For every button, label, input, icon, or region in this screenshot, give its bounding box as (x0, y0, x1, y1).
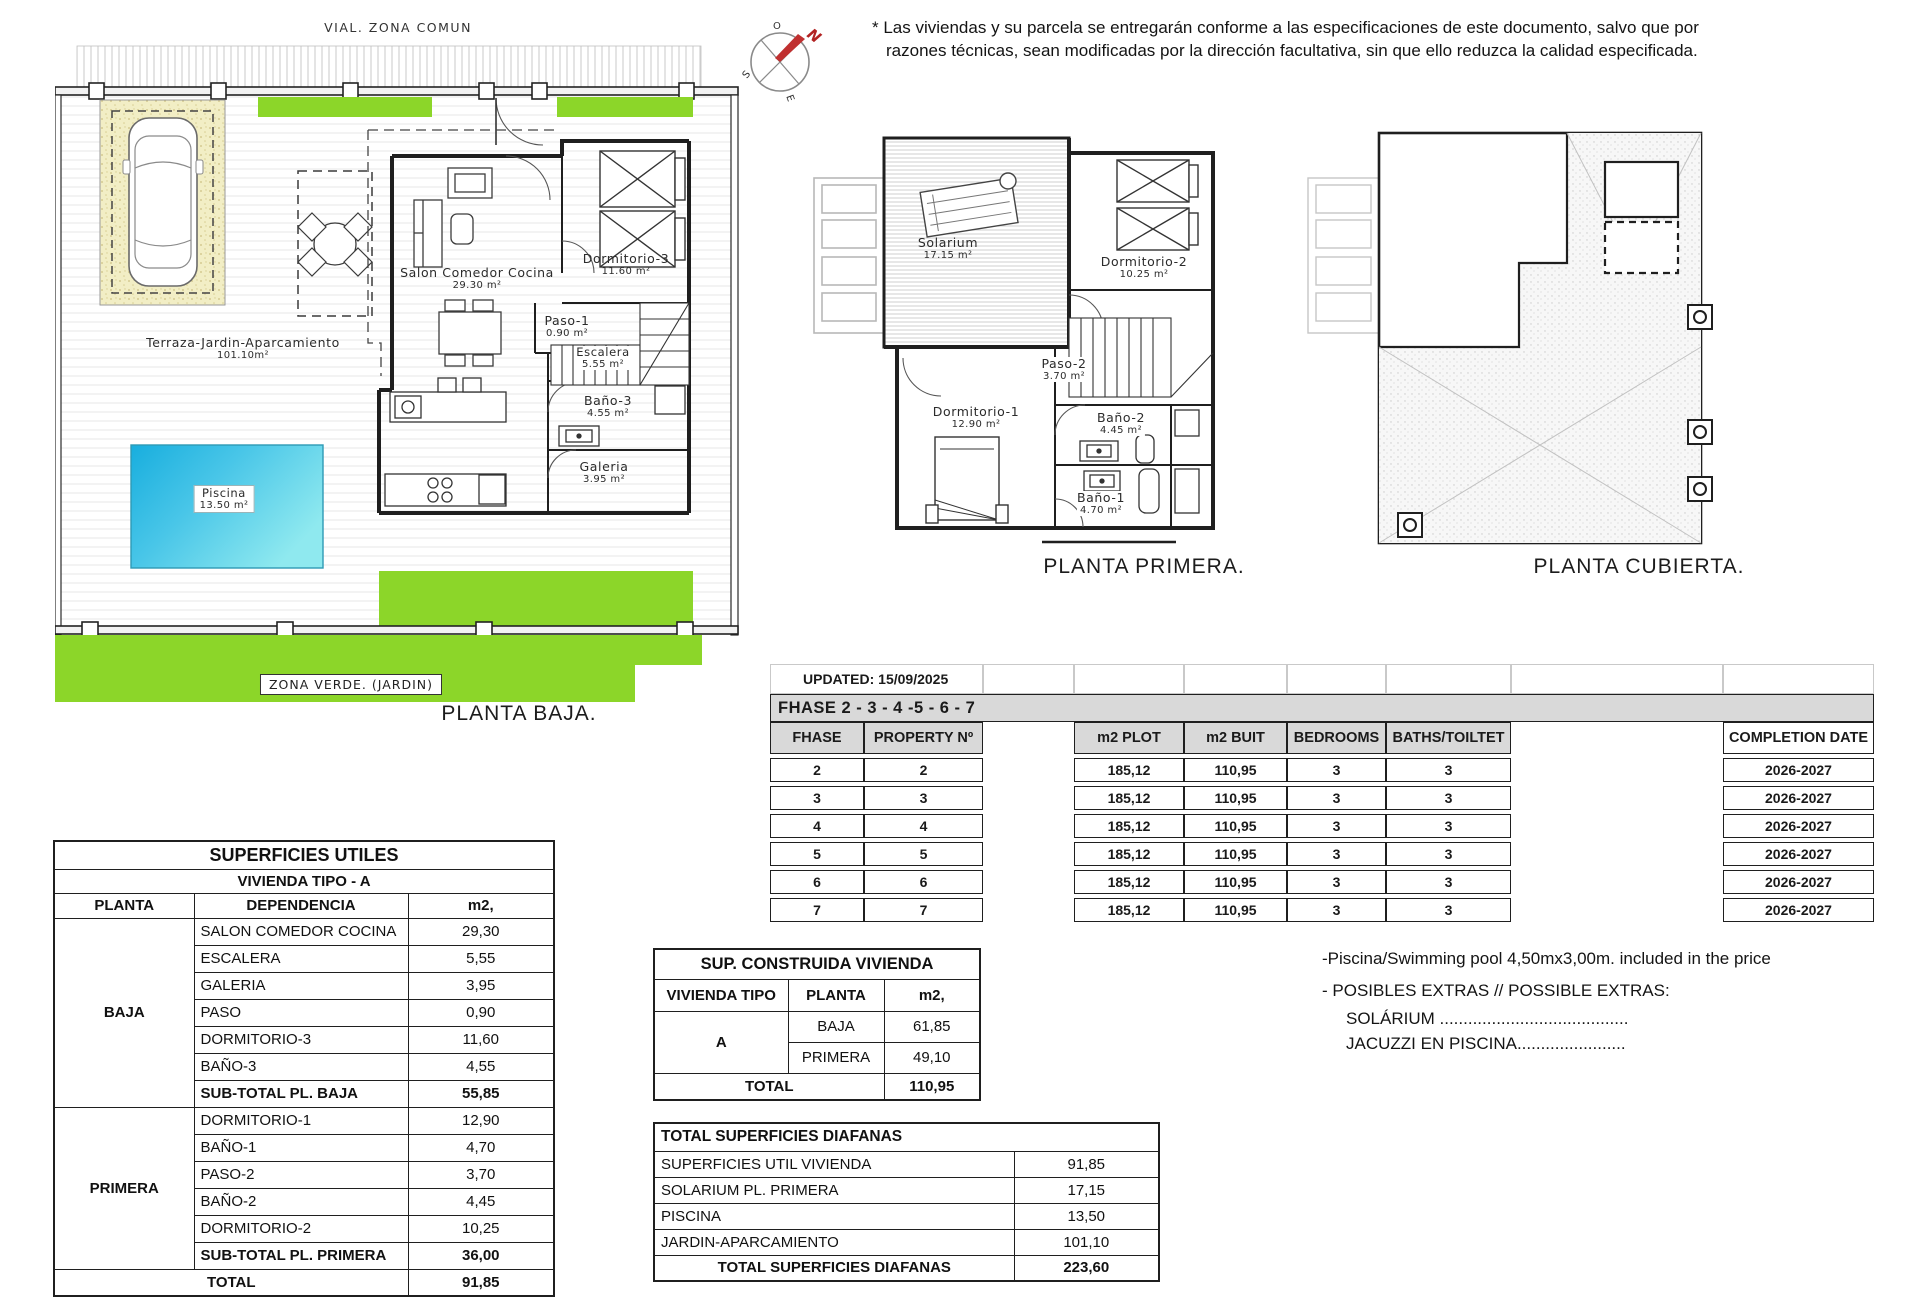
room-label-paso2: Paso-2 3.70 m² (1041, 356, 1087, 382)
diafanas-value-cell: 17,15 (1014, 1177, 1159, 1203)
table-cell (983, 758, 1074, 782)
table-cell (983, 870, 1074, 894)
utiles-value-cell: 4,45 (408, 1188, 554, 1215)
planta-baja-title: PLANTA BAJA. (441, 702, 597, 725)
table-cell: 4 (770, 814, 864, 838)
table-cell: 2026-2027 (1723, 786, 1874, 810)
table-cell: 2026-2027 (1723, 814, 1874, 838)
utiles-value-cell: 11,60 (408, 1026, 554, 1053)
disclaimer-line-1: * Las viviendas y su parcela se entregarán conforme a las especificaciones de este documento, salvo que por (872, 18, 1699, 37)
diafanas-label-cell: SOLARIUM PL. PRIMERA (654, 1177, 1014, 1203)
utiles-subtotal-label: SUB-TOTAL PL. BAJA (194, 1080, 408, 1107)
table-cell (1511, 814, 1723, 838)
planta-baja-drawing (55, 8, 755, 738)
utiles-dependencia-cell: BAÑO-2 (194, 1188, 408, 1215)
table-cell: 110,95 (1184, 842, 1287, 866)
table-cell: 3 (1287, 898, 1386, 922)
col-header-m2buit: m2 BUIT (1184, 722, 1287, 754)
utiles-dependencia-cell: GALERIA (194, 972, 408, 999)
dorm1-door-arc (903, 358, 941, 396)
table-cell: 5 (770, 842, 864, 866)
diafanas-row (654, 1229, 1159, 1255)
table-cell: 2026-2027 (1723, 842, 1874, 866)
room-label-bano1: Baño-1 4.70 m² (1076, 490, 1126, 516)
utiles-planta-cell: BAJA (54, 918, 194, 1107)
utiles-header-m2: m2, (408, 893, 554, 918)
compass-letter-s: S (740, 68, 754, 81)
phase-table (770, 664, 1874, 922)
utiles-subtotal-value: 55,85 (408, 1080, 554, 1107)
table-cell: 185,12 (1074, 786, 1184, 810)
diafanas-label-cell: SUPERFICIES UTIL VIVIENDA (654, 1151, 1014, 1177)
construida-total-row (654, 1073, 980, 1100)
construida-total-value: 110,95 (884, 1073, 980, 1100)
table-cell: 185,12 (1074, 814, 1184, 838)
table-cell: 2026-2027 (1723, 898, 1874, 922)
room-label-terraza: Terraza-Jardin-Aparcamiento 101.10m² (146, 335, 340, 361)
utiles-title: SUPERFICIES UTILES (54, 841, 554, 869)
phase-band: FHASE 2 - 3 - 4 -5 - 6 - 7 (770, 694, 1874, 722)
table-cell: 5 (864, 842, 983, 866)
phase-table-header-row (770, 722, 1874, 754)
table-cell (1511, 842, 1723, 866)
diafanas-label-cell: JARDIN-APARCAMIENTO (654, 1229, 1014, 1255)
skylight-solid (1605, 162, 1678, 217)
garden-strip-right (557, 97, 693, 117)
room-label-piscina: Piscina 13.50 m² (194, 485, 255, 513)
diafanas-value-cell: 101,10 (1014, 1229, 1159, 1255)
table-cell: 3 (864, 786, 983, 810)
phase-table-body (770, 758, 1874, 922)
table-cell: 3 (1386, 870, 1511, 894)
pool-included-note: -Piscina/Swimming pool 4,50mx3,00m. included in the price (1322, 949, 1771, 968)
utiles-planta-cell: PRIMERA (54, 1107, 194, 1269)
diafanas-total-value: 223,60 (1014, 1255, 1159, 1281)
neighbour-ghost-outline (814, 178, 884, 333)
table-cell: 185,12 (1074, 898, 1184, 922)
diafanas-total-row (654, 1255, 1159, 1281)
roof-area (1379, 133, 1712, 543)
sup-construida-table (653, 948, 981, 1101)
table-cell: 3 (1287, 870, 1386, 894)
planta-cubierta-title: PLANTA CUBIERTA. (1533, 555, 1745, 578)
utiles-subtotal-label: SUB-TOTAL PL. PRIMERA (194, 1242, 408, 1269)
table-cell: 185,12 (1074, 758, 1184, 782)
diafanas-value-cell: 13,50 (1014, 1203, 1159, 1229)
table-cell: 110,95 (1184, 786, 1287, 810)
utiles-subtitle: VIVIENDA TIPO - A (54, 869, 554, 893)
utiles-value-cell: 4,70 (408, 1134, 554, 1161)
construida-total-label: TOTAL (654, 1073, 884, 1100)
room-label-solarium: Solarium 17.15 m² (917, 235, 979, 261)
table-cell (983, 786, 1074, 810)
col-header-baths: BATHS/TOILTET (1386, 722, 1511, 754)
plan-planta-primera (800, 105, 1245, 590)
utiles-header-dependencia: DEPENDENCIA (194, 893, 408, 918)
table-cell (1511, 758, 1723, 782)
phase-table-row (770, 870, 1874, 894)
utiles-dependencia-cell: PASO-2 (194, 1161, 408, 1188)
extra-solarium: SOLÁRIUM ........................................ (1346, 1009, 1629, 1028)
table-cell: 2 (864, 758, 983, 782)
parking-area (100, 100, 225, 305)
col-header-completion: COMPLETION DATE (1723, 722, 1874, 754)
diafanas-table (653, 1122, 1160, 1282)
table-cell (1511, 786, 1723, 810)
room-label-galeria: Galeria 3.95 m² (579, 459, 629, 485)
garden-band-bottom-right (635, 635, 702, 665)
utiles-dependencia-cell: DORMITORIO-1 (194, 1107, 408, 1134)
primera-staircase (1069, 318, 1213, 397)
extra-jacuzzi: JACUZZI EN PISCINA....................... (1346, 1034, 1626, 1053)
construida-tipo-cell: A (654, 1011, 788, 1073)
table-cell: 7 (864, 898, 983, 922)
utiles-dependencia-cell: BAÑO-1 (194, 1134, 408, 1161)
garden-block-mid (379, 571, 693, 628)
dorm2-beds (1117, 160, 1198, 250)
utiles-value-cell: 10,25 (408, 1215, 554, 1242)
room-label-bano2: Baño-2 4.45 m² (1096, 410, 1146, 436)
table-cell: 3 (1287, 786, 1386, 810)
utiles-dependencia-cell: DORMITORIO-2 (194, 1215, 408, 1242)
construida-value-cell: 61,85 (884, 1011, 980, 1042)
utiles-value-cell: 3,95 (408, 972, 554, 999)
skylight-dashed (1605, 222, 1678, 273)
garden-strip-left (258, 97, 432, 117)
east-boundary-wall (731, 95, 738, 635)
phase-table-row (770, 898, 1874, 922)
col-header-m2plot: m2 PLOT (1074, 722, 1184, 754)
dorm1-bed (926, 437, 1008, 523)
car-icon (123, 118, 203, 286)
street-label: VIAL. ZONA COMUN (324, 20, 472, 35)
utiles-total-label: TOTAL (54, 1269, 408, 1296)
table-cell (983, 898, 1074, 922)
table-cell: 4 (864, 814, 983, 838)
updated-label: UPDATED: 15/09/2025 (770, 664, 983, 694)
utiles-dependencia-cell: PASO (194, 999, 408, 1026)
table-cell: 110,95 (1184, 758, 1287, 782)
table-cell: 3 (1287, 814, 1386, 838)
table-cell: 185,12 (1074, 870, 1184, 894)
neighbour-ghost-outline (1308, 178, 1379, 333)
possible-extras-heading: - POSIBLES EXTRAS // POSSIBLE EXTRAS: (1322, 981, 1670, 1000)
diafanas-total-label: TOTAL SUPERFICIES DIAFANAS (654, 1255, 1014, 1281)
utiles-value-cell: 12,90 (408, 1107, 554, 1134)
table-cell: 3 (1386, 842, 1511, 866)
phase-table-row (770, 786, 1874, 810)
table-cell (983, 842, 1074, 866)
utiles-dependencia-cell: ESCALERA (194, 945, 408, 972)
table-cell (983, 814, 1074, 838)
room-label-dormitorio3: Dormitorio-3 11.60 m² (582, 251, 670, 277)
west-boundary-wall (55, 95, 61, 635)
utiles-total-value: 91,85 (408, 1269, 554, 1296)
diafanas-row (654, 1177, 1159, 1203)
utiles-row (54, 918, 554, 945)
zona-verde-label: ZONA VERDE. (JARDIN) (260, 674, 442, 695)
diafanas-label-cell: PISCINA (654, 1203, 1014, 1229)
superficies-utiles-table (53, 840, 555, 1297)
utiles-dependencia-cell: DORMITORIO-3 (194, 1026, 408, 1053)
utiles-value-cell: 29,30 (408, 918, 554, 945)
phase-table-updated-row (770, 664, 1874, 694)
table-cell: 2026-2027 (1723, 870, 1874, 894)
disclaimer-note (872, 16, 1822, 62)
street-hatch (77, 46, 701, 87)
disclaimer-line-2: razones técnicas, sean modificadas por la dirección facultativa, sin que ello reduzca la calidad especificada. (886, 41, 1698, 60)
construida-planta-cell: BAJA (788, 1011, 884, 1042)
planta-primera-title: PLANTA PRIMERA. (1043, 555, 1245, 578)
table-cell: 3 (1287, 842, 1386, 866)
utiles-dependencia-cell: SALON COMEDOR COCINA (194, 918, 408, 945)
table-cell: 7 (770, 898, 864, 922)
table-cell: 3 (1386, 814, 1511, 838)
col-header-bedrooms: BEDROOMS (1287, 722, 1386, 754)
table-cell: 185,12 (1074, 842, 1184, 866)
construida-header-m2: m2, (884, 979, 980, 1011)
utiles-header-planta: PLANTA (54, 893, 194, 918)
bano2-door-arc (1055, 405, 1085, 435)
construida-title: SUP. CONSTRUIDA VIVIENDA (654, 949, 980, 979)
col-header-fhase: FHASE (770, 722, 864, 754)
table-cell: 3 (1287, 758, 1386, 782)
table-cell: 3 (1386, 898, 1511, 922)
construida-value-cell: 49,10 (884, 1042, 980, 1073)
compass-needle (775, 34, 805, 62)
diafanas-value-cell: 91,85 (1014, 1151, 1159, 1177)
utiles-dependencia-cell: BAÑO-3 (194, 1053, 408, 1080)
room-label-paso1: Paso-1 0.90 m² (544, 313, 590, 339)
phase-table-row (770, 842, 1874, 866)
utiles-total-row (54, 1269, 554, 1296)
table-cell: 110,95 (1184, 870, 1287, 894)
table-cell: 110,95 (1184, 898, 1287, 922)
room-label-salon: Salon Comedor Cocina 29.30 m² (400, 265, 554, 291)
construida-planta-cell: PRIMERA (788, 1042, 884, 1073)
planta-primera-drawing (800, 105, 1230, 590)
table-cell: 2 (770, 758, 864, 782)
extras-notes (1322, 946, 1771, 1056)
utiles-subtotal-value: 36,00 (408, 1242, 554, 1269)
room-label-bano3: Baño-3 4.55 m² (583, 393, 633, 419)
table-cell (1511, 898, 1723, 922)
diafanas-row (654, 1203, 1159, 1229)
construida-header-tipo: VIVIENDA TIPO (654, 979, 788, 1011)
plan-planta-baja (55, 8, 755, 738)
phase-table-row (770, 814, 1874, 838)
phase-table-row (770, 758, 1874, 782)
col-header-property: PROPERTY Nº (864, 722, 983, 754)
diafanas-title: TOTAL SUPERFICIES DIAFANAS (654, 1123, 1159, 1151)
table-cell: 3 (770, 786, 864, 810)
table-cell: 2026-2027 (1723, 758, 1874, 782)
table-cell: 110,95 (1184, 814, 1287, 838)
table-cell (1511, 870, 1723, 894)
table-cell: 6 (770, 870, 864, 894)
utiles-value-cell: 3,70 (408, 1161, 554, 1188)
compass-letter-e: E (783, 93, 796, 104)
room-label-escalera: Escalera 5.55 m² (576, 345, 630, 370)
compass-letter-o: O (773, 21, 781, 32)
table-cell: 6 (864, 870, 983, 894)
construida-header-planta: PLANTA (788, 979, 884, 1011)
utiles-row (54, 1107, 554, 1134)
utiles-value-cell: 0,90 (408, 999, 554, 1026)
planta-cubierta-drawing (1305, 105, 1785, 595)
compass-letter-n: N (803, 24, 825, 47)
utiles-value-cell: 5,55 (408, 945, 554, 972)
table-cell: 3 (1386, 758, 1511, 782)
construida-row (654, 1011, 980, 1042)
utiles-value-cell: 4,55 (408, 1053, 554, 1080)
plan-planta-cubierta (1305, 105, 1785, 595)
table-cell: 3 (1386, 786, 1511, 810)
diafanas-row (654, 1151, 1159, 1177)
room-label-dormitorio2: Dormitorio-2 10.25 m² (1100, 254, 1188, 280)
room-label-dormitorio1: Dormitorio-1 12.90 m² (932, 404, 1020, 430)
